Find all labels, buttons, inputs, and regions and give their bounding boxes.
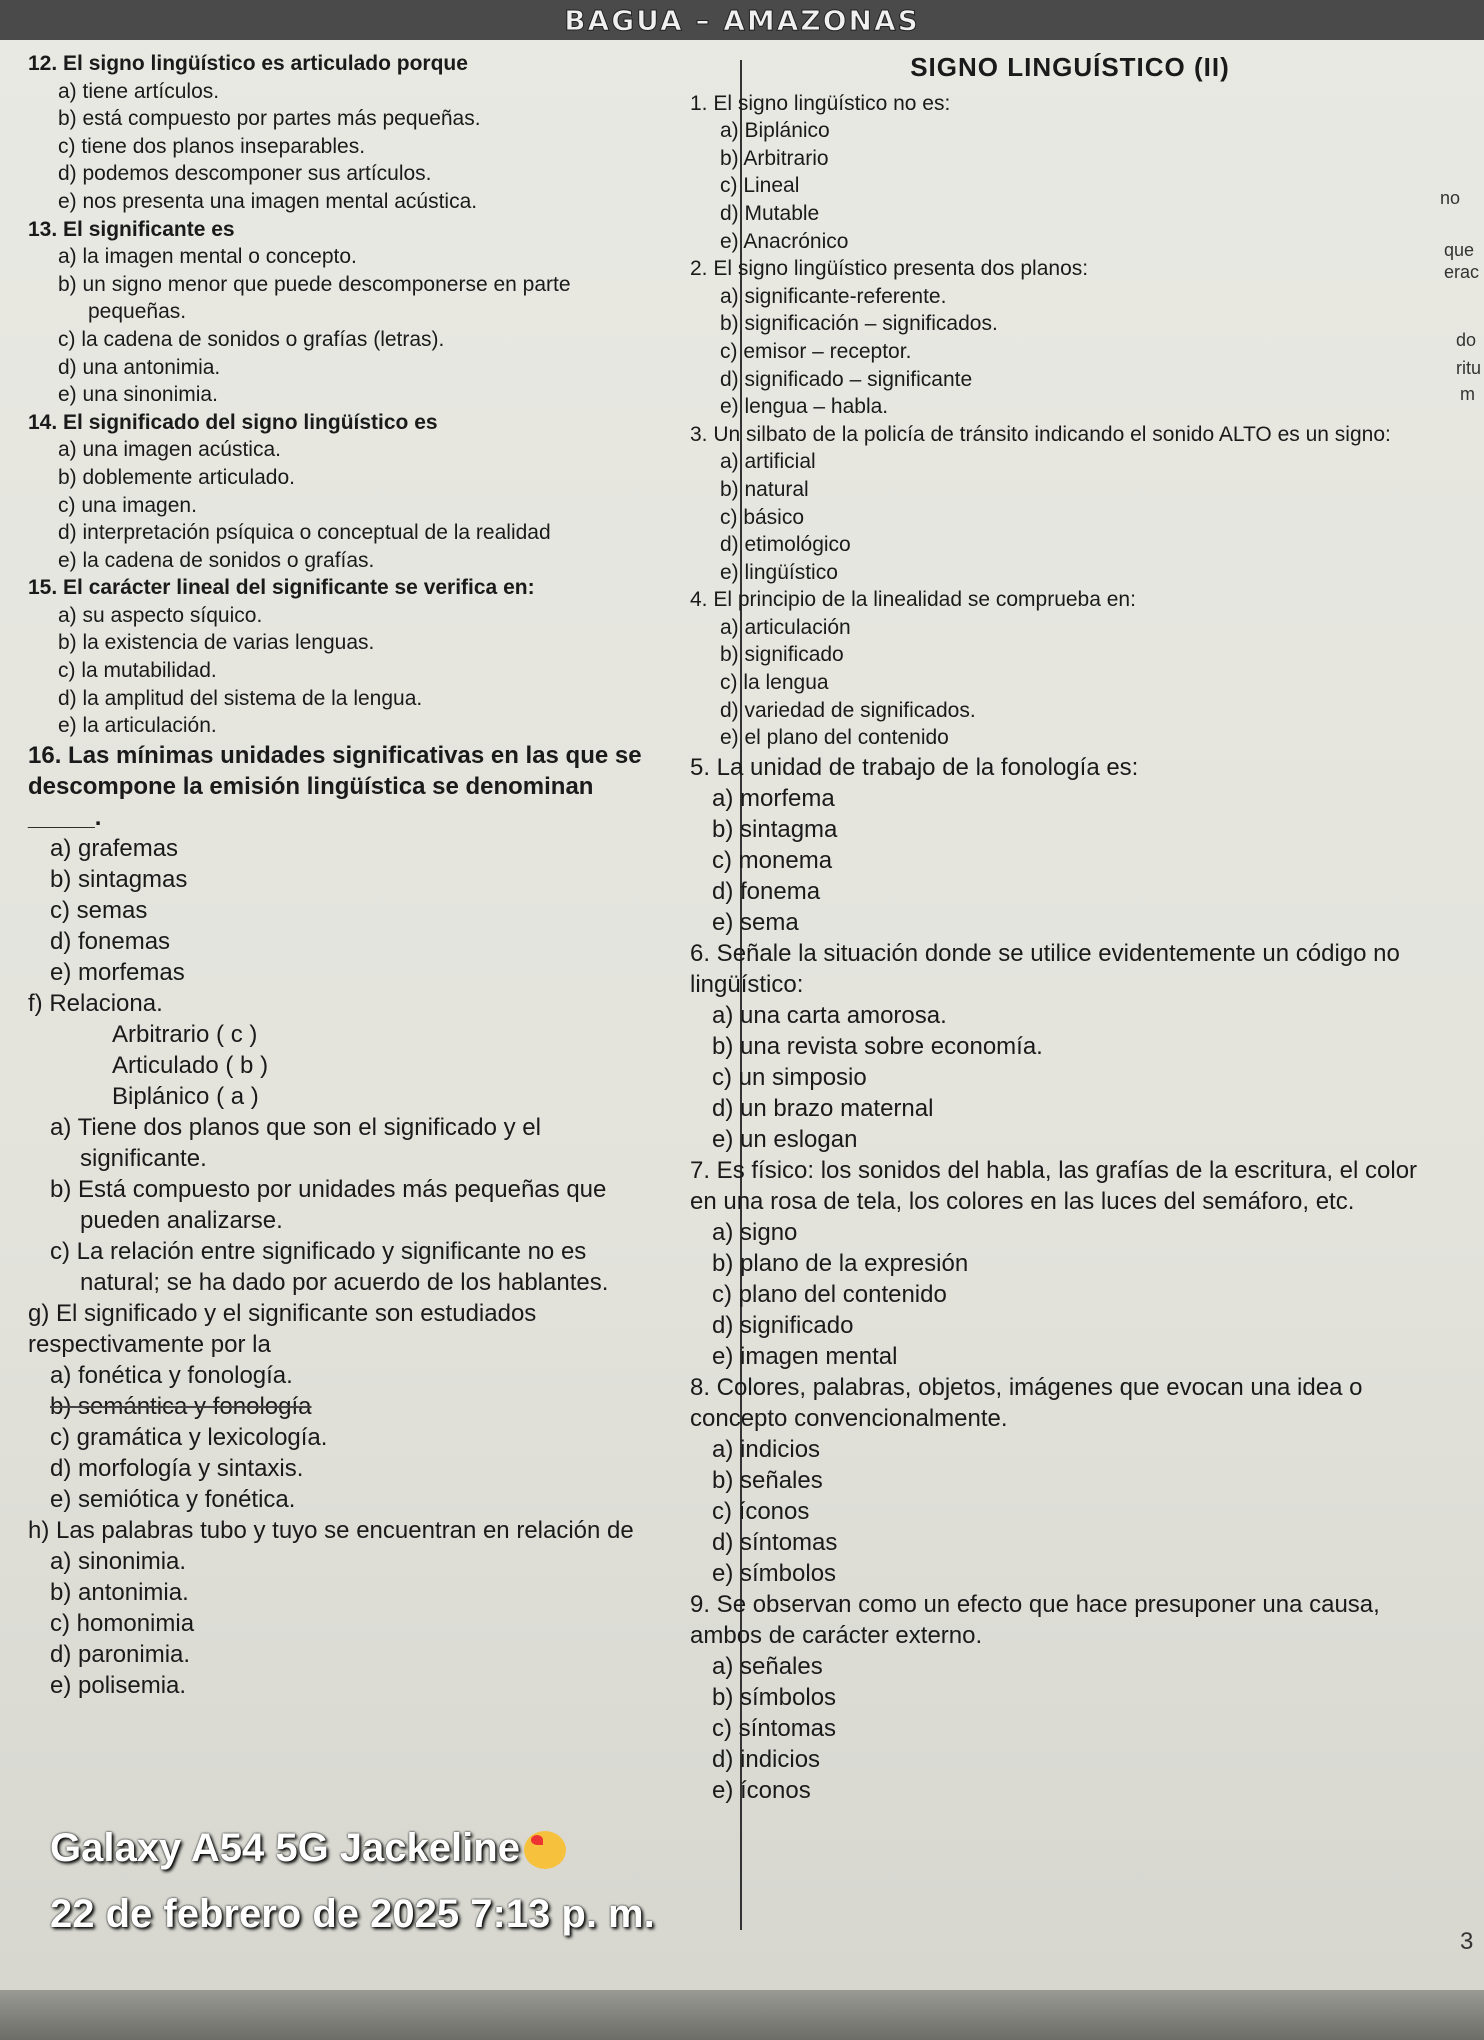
option: e) la cadena de sonidos o grafías. (58, 548, 375, 572)
option: c) una imagen. (58, 493, 197, 517)
date-watermark: 22 de febrero de 2025 7:13 p. m. (50, 1892, 655, 1936)
option-selected: e) morfemas (50, 958, 185, 986)
option: a) su aspecto síquico. (58, 603, 263, 627)
relate-row: Arbitrario ( c ) (112, 1020, 258, 1048)
option: e) lengua – habla. (720, 395, 889, 419)
option: b) un signo menor que puede descomponerse en parte pequeñas. (58, 272, 571, 324)
margin-fragment: ritu (1456, 358, 1482, 378)
question-stem: 14. El significado del signo lingüístico es (28, 410, 438, 434)
option-selected: c) tiene dos planos inseparables. (58, 134, 366, 158)
option: a) fonética y fonología. (50, 1361, 293, 1389)
device-watermark (50, 1826, 566, 1871)
section-title: SIGNO LINGUÍSTICO (II) (910, 52, 1230, 82)
option: b) natural (720, 477, 809, 501)
option-selected: e) la articulación. (58, 714, 217, 738)
margin-fragment: do (1456, 330, 1477, 350)
question-stem: 2. El signo lingüístico presenta dos planos: (690, 257, 1089, 281)
question-stem: 7. Es físico: los sonidos del habla, las grafías de la escritura, el color en una rosa de tela, los colores en las luces del semáforo, etc. (690, 1156, 1418, 1215)
question-14 (28, 409, 668, 575)
option: e) imagen mental (712, 1342, 898, 1370)
question-h (28, 1515, 668, 1701)
option: d) la amplitud del sistema de la lengua. (58, 686, 423, 710)
question-7 (690, 1155, 1450, 1372)
question-stem: 5. La unidad de trabajo de la fonología es: (690, 753, 1139, 781)
option: c) La relación entre significado y significante no es natural; se ha dado por acuerdo de los hablantes. (50, 1237, 609, 1296)
option: b) señales (712, 1466, 823, 1494)
question-stem: 9. Se observan como un efecto que hace presuponer una causa, ambos de carácter externo. (690, 1590, 1380, 1649)
option: b) Está compuesto por unidades más pequeñas que pueden analizarse. (50, 1175, 607, 1234)
option: b) sintagmas (50, 865, 188, 893)
question-1 (690, 90, 1450, 256)
option: c) la cadena de sonidos o grafías (letras). (58, 327, 445, 351)
option: c) emisor – receptor. (720, 339, 912, 363)
option-selected: d) interpretación psíquica o conceptual de la realidad (58, 521, 551, 545)
option: a) una imagen acústica. (58, 438, 281, 462)
option: d) una antonimia. (58, 355, 221, 379)
option: a) articulación (720, 615, 851, 639)
option: a) signo (712, 1218, 798, 1246)
right-column (690, 50, 1450, 1806)
question-4 (690, 586, 1450, 752)
question-stem: h) Las palabras tubo y tuyo se encuentran en relación de (28, 1516, 634, 1544)
question-15 (28, 574, 668, 740)
option-selected: d) fonema (712, 877, 821, 905)
question-stem: 16. Las mínimas unidades significativas en las que se descompone la emisión lingüística se denominan _____. (28, 741, 642, 831)
option: c) Lineal (720, 174, 800, 198)
option: e) polisemia. (50, 1671, 187, 1699)
question-8 (690, 1372, 1450, 1589)
option: e) un eslogan (712, 1125, 858, 1153)
question-2 (690, 255, 1450, 421)
option: a) grafemas (50, 834, 179, 862)
option: b) doblemente articulado. (58, 465, 295, 489)
option: e) íconos (712, 1776, 811, 1804)
relate-row: Articulado ( b ) (112, 1051, 269, 1079)
option: a) Biplánico (720, 119, 830, 143)
option: d) significado – significante (720, 367, 973, 391)
question-stem: g) El significado y el significante son estudiados respectivamente por la (28, 1299, 537, 1358)
option: e) semiótica y fonética. (50, 1485, 296, 1513)
table-edge (0, 1990, 1484, 2040)
question-stem: 6. Señale la situación donde se utilice evidentemente un código no lingüístico: (690, 939, 1400, 998)
option: a) una carta amorosa. (712, 1001, 947, 1029)
question-stem: 4. El principio de la linealidad se comprueba en: (690, 588, 1136, 612)
option: e) símbolos (712, 1559, 837, 1587)
option: b) antonimia. (50, 1578, 189, 1606)
option: b) significación – significados. (720, 312, 998, 336)
margin-fragment: m (1460, 384, 1475, 404)
option: e) lingüístico (720, 560, 838, 584)
question-stem: 12. El signo lingüístico es articulado porque (28, 52, 468, 75)
question-stem: 1. El signo lingüístico no es: (690, 91, 951, 115)
option: e) el plano del contenido (720, 726, 949, 750)
option: e) sema (712, 908, 799, 936)
option-selected: a) la imagen mental o concepto. (58, 245, 357, 269)
option: a) tiene artículos. (58, 79, 220, 103)
option: c) monema (712, 846, 833, 874)
question-3 (690, 421, 1450, 587)
option: d) indicios (712, 1745, 821, 1773)
option: c) gramática y lexicología. (50, 1423, 328, 1451)
option: d) síntomas (712, 1528, 838, 1556)
option: c) básico (720, 505, 805, 529)
watermark-device: Galaxy A54 5G Jackeline (50, 1826, 520, 1870)
option: c) síntomas (712, 1714, 837, 1742)
question-5 (690, 752, 1450, 938)
option: b) símbolos (712, 1683, 837, 1711)
option: a) sinonimia. (50, 1547, 187, 1575)
relate-row: Biplánico ( a ) (112, 1082, 259, 1110)
option: a) indicios (712, 1435, 821, 1463)
option: b) está compuesto por partes más pequeñas. (58, 107, 481, 131)
question-6 (690, 938, 1450, 1155)
option: a) morfema (712, 784, 835, 812)
option: b) plano de la expresión (712, 1249, 969, 1277)
question-stem: 15. El carácter lineal del significante se verifica en: (28, 576, 535, 600)
option: d) podemos descomponer sus artículos. (58, 162, 432, 186)
banner-title: BAGUA – AMAZONAS (564, 4, 920, 37)
question-stem: 13. El significante es (28, 217, 235, 241)
option: e) nos presenta una imagen mental acústica. (58, 189, 478, 213)
option: c) un simposio (712, 1063, 867, 1091)
question-g (28, 1298, 668, 1515)
option: d) significado (712, 1311, 854, 1339)
option-selected: d) paronimia. (50, 1640, 191, 1668)
option-selected: b) semántica y fonología (50, 1392, 312, 1420)
page-number: 3 (1460, 1928, 1474, 1955)
option: d) fonemas (50, 927, 171, 955)
question-13 (28, 216, 668, 409)
option: d) Mutable (720, 201, 820, 225)
option: c) semas (50, 896, 148, 924)
option: b) la existencia de varias lenguas. (58, 631, 375, 655)
header-banner (0, 0, 1484, 40)
question-12 (28, 50, 668, 216)
option: d) variedad de significados. (720, 698, 976, 722)
margin-fragment: no (1440, 188, 1461, 208)
margin-fragment: que (1444, 240, 1475, 260)
option: b) sintagma (712, 815, 838, 843)
option: e) Anacrónico (720, 229, 849, 253)
option: b) significado (720, 643, 844, 667)
left-column (28, 50, 668, 1701)
question-stem: 8. Colores, palabras, objetos, imágenes que evocan una idea o concepto convencionalmente. (690, 1373, 1363, 1432)
question-stem: 3. Un silbato de la policía de tránsito indicando el sonido ALTO es un signo: (690, 422, 1391, 446)
question-9 (690, 1589, 1450, 1806)
option: c) plano del contenido (712, 1280, 947, 1308)
option: a) señales (712, 1652, 823, 1680)
option: c) la mutabilidad. (58, 659, 217, 683)
option: a) significante-referente. (720, 284, 947, 308)
question-f (28, 988, 668, 1298)
option: e) una sinonimia. (58, 383, 218, 407)
option: d) un brazo maternal (712, 1094, 934, 1122)
question-16 (28, 740, 668, 988)
option: b) Arbitrario (720, 146, 829, 170)
option: d) morfología y sintaxis. (50, 1454, 304, 1482)
option: b) una revista sobre economía. (712, 1032, 1043, 1060)
option: a) Tiene dos planos que son el significado y el significante. (50, 1113, 541, 1172)
option: c) homonimia (50, 1609, 195, 1637)
option-selected: c) la lengua (720, 671, 829, 695)
option-selected: a) artificial (720, 450, 816, 474)
option: c) íconos (712, 1497, 810, 1525)
option: d) etimológico (720, 533, 851, 557)
question-stem: f) Relaciona. (28, 989, 163, 1017)
margin-fragment: erac (1444, 262, 1480, 282)
smiling-face-hearts-icon (524, 1831, 566, 1869)
